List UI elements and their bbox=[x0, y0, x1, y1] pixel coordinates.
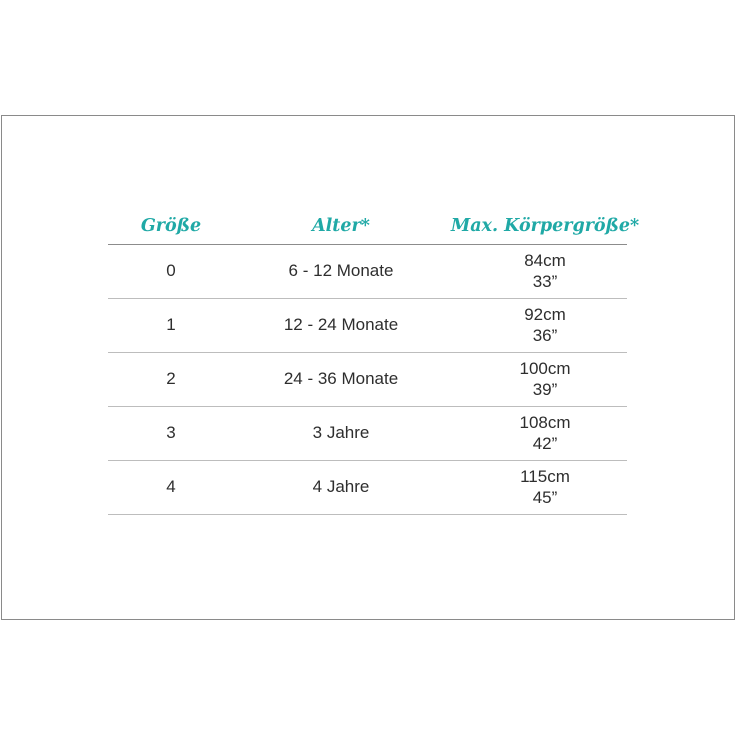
height-cm: 92cm bbox=[524, 305, 566, 324]
age-cell: 12 - 24 Monate bbox=[283, 315, 399, 334]
table-row bbox=[108, 299, 627, 353]
size-cell: 2 bbox=[166, 369, 176, 388]
size-table bbox=[108, 212, 640, 515]
height-cm: 84cm bbox=[524, 251, 566, 270]
height-cm: 100cm bbox=[519, 359, 571, 378]
table-row bbox=[108, 407, 627, 461]
size-cell: 3 bbox=[166, 423, 176, 442]
height-cm: 108cm bbox=[519, 413, 571, 432]
height-in: 45” bbox=[532, 488, 558, 507]
height-in: 39” bbox=[532, 380, 558, 399]
header-size: Größe bbox=[140, 216, 202, 236]
height-in: 42” bbox=[532, 434, 558, 453]
age-cell: 4 Jahre bbox=[312, 477, 370, 496]
height-cm: 115cm bbox=[520, 467, 570, 486]
table-row bbox=[108, 461, 627, 515]
max-height-cell bbox=[524, 304, 566, 346]
table-row bbox=[108, 353, 627, 407]
age-cell: 3 Jahre bbox=[312, 423, 370, 442]
header-age: Alter* bbox=[312, 216, 370, 236]
max-height-cell bbox=[519, 412, 570, 454]
table-row bbox=[108, 245, 627, 299]
age-cell: 24 - 36 Monate bbox=[283, 369, 399, 388]
size-cell: 1 bbox=[166, 315, 176, 334]
size-cell: 4 bbox=[166, 477, 176, 496]
height-in: 36” bbox=[532, 326, 558, 345]
max-height-cell bbox=[520, 466, 570, 508]
age-cell: 6 - 12 Monate bbox=[288, 261, 394, 280]
header-max-height: Max. Körpergröße* bbox=[450, 216, 640, 236]
max-height-cell bbox=[519, 358, 570, 400]
size-cell: 0 bbox=[166, 261, 176, 280]
height-in: 33” bbox=[532, 272, 558, 291]
table-header-row bbox=[108, 212, 640, 245]
max-height-cell bbox=[524, 250, 566, 292]
